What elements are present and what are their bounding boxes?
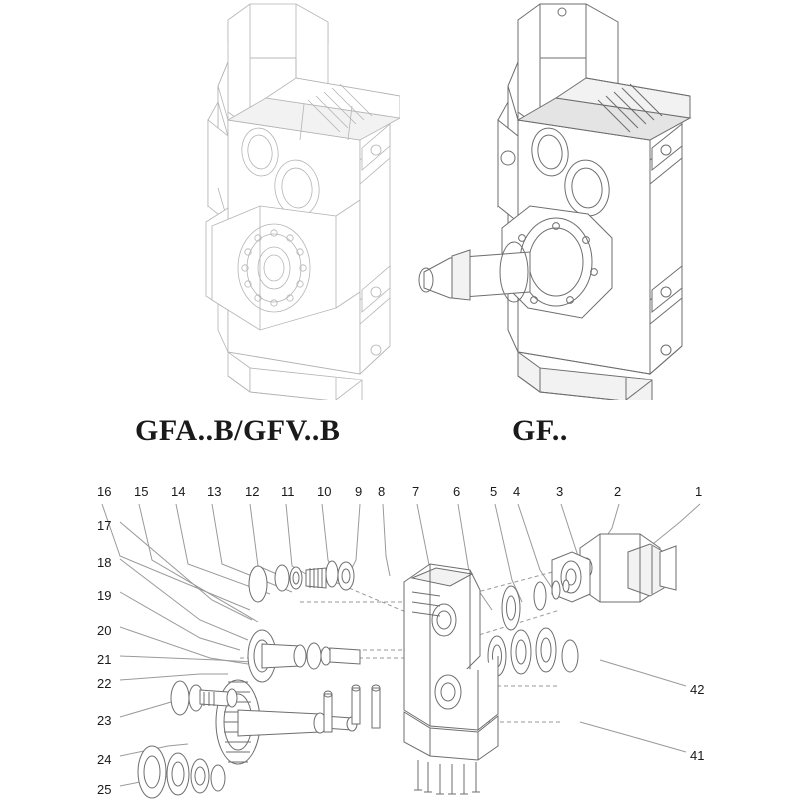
callout-41: 41 xyxy=(690,748,705,763)
callout-2: 2 xyxy=(614,484,622,499)
callout-18: 18 xyxy=(97,555,112,570)
callout-7: 7 xyxy=(412,484,420,499)
callout-22: 22 xyxy=(97,676,112,691)
callout-12: 12 xyxy=(245,484,260,499)
callout-19: 19 xyxy=(97,588,112,603)
callout-15: 15 xyxy=(134,484,149,499)
callout-8: 8 xyxy=(378,484,386,499)
figure-gf xyxy=(410,0,710,400)
callout-11: 11 xyxy=(281,484,295,499)
callout-16: 16 xyxy=(97,484,112,499)
callout-9: 9 xyxy=(355,484,363,499)
figure-gfa-b-gfv-b xyxy=(100,0,400,400)
callout-17: 17 xyxy=(97,518,112,533)
callout-3: 3 xyxy=(556,484,564,499)
callout-5: 5 xyxy=(490,484,498,499)
callout-6: 6 xyxy=(453,484,461,499)
callout-24: 24 xyxy=(97,752,112,767)
figure-caption-right: GF.. xyxy=(512,414,568,447)
callout-4: 4 xyxy=(513,484,521,499)
callout-20: 20 xyxy=(97,623,112,638)
callout-25: 25 xyxy=(97,782,112,797)
callout-10: 10 xyxy=(317,484,332,499)
exploded-assembly-view xyxy=(0,460,800,800)
callout-13: 13 xyxy=(207,484,222,499)
callout-1: 1 xyxy=(695,484,703,499)
figure-caption-left: GFA..B/GFV..B xyxy=(135,414,341,447)
callout-23: 23 xyxy=(97,713,112,728)
callout-21: 21 xyxy=(97,652,112,667)
callout-14: 14 xyxy=(171,484,186,499)
callout-42: 42 xyxy=(690,682,705,697)
